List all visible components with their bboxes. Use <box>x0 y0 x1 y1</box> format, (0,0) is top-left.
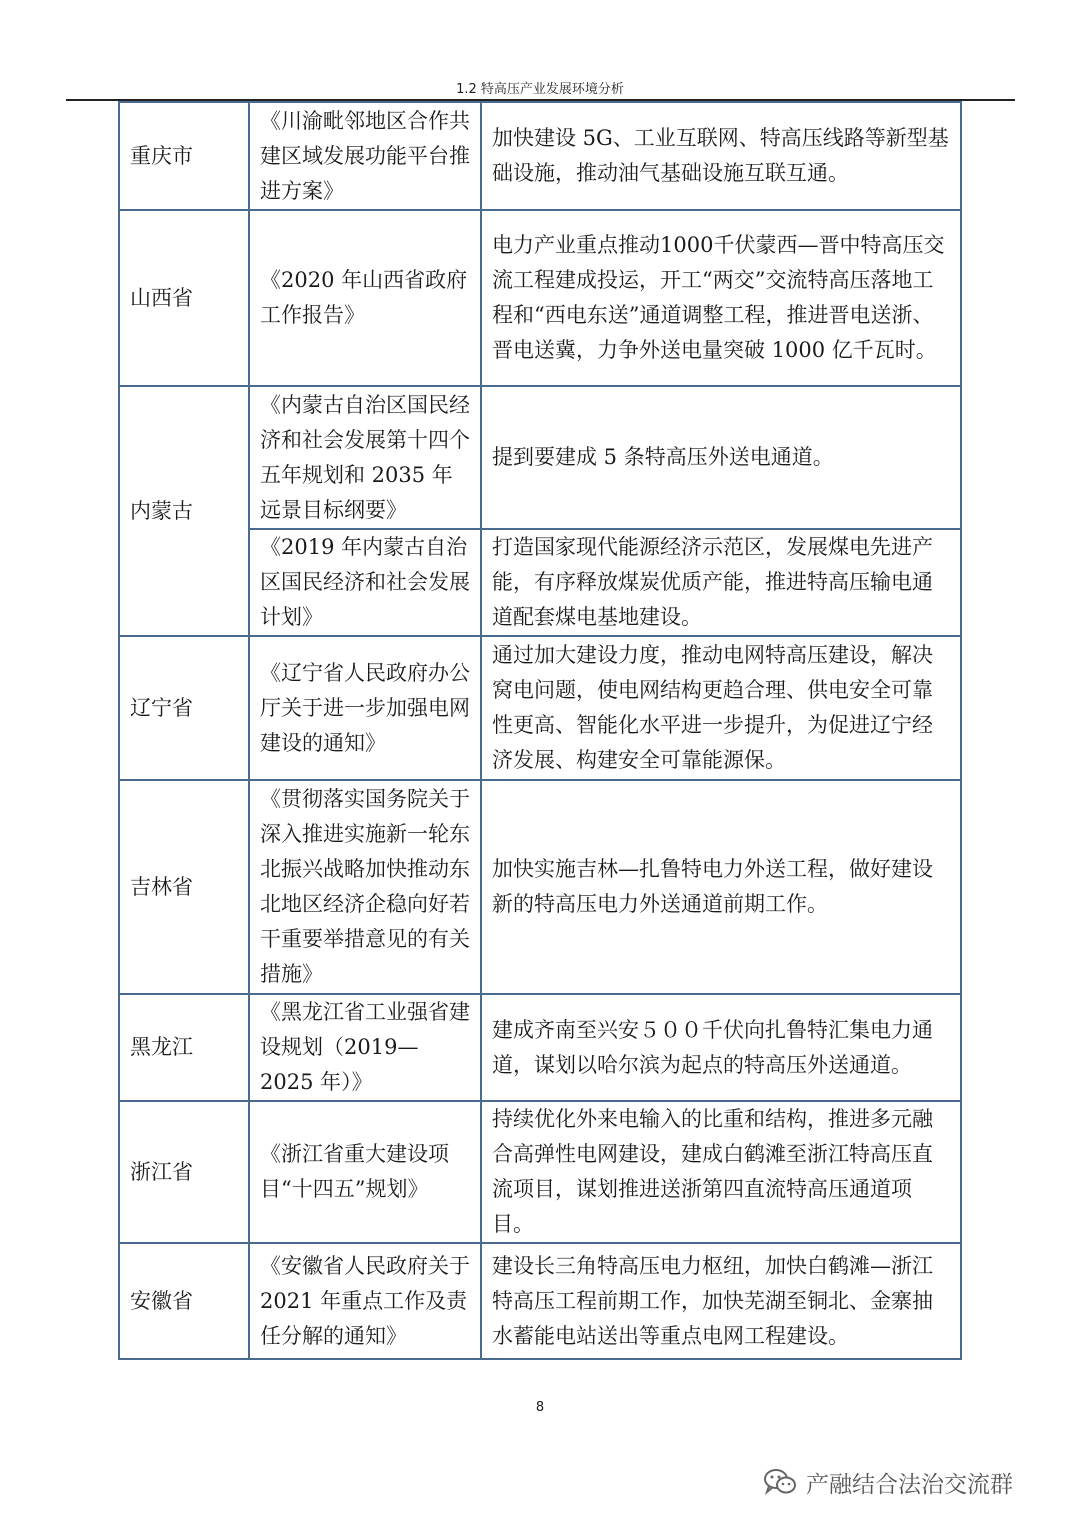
document-cell: 《安徽省人民政府关于 2021 年重点工作及责任分解的通知》 <box>249 1243 481 1359</box>
document-cell: 《浙江省重大建设项目“十四五”规划》 <box>249 1101 481 1243</box>
document-cell: 《黑龙江省工业强省建设规划（2019—2025 年）》 <box>249 994 481 1101</box>
content-cell: 建成齐南至兴安５００千伏向扎鲁特汇集电力通道，谋划以哈尔滨为起点的特高压外送通道。 <box>481 994 961 1101</box>
content-cell: 提到要建成 5 条特高压外送电通道。 <box>481 386 961 529</box>
region-cell: 安徽省 <box>119 1243 249 1359</box>
document-cell: 《2019 年内蒙古自治区国民经济和社会发展计划》 <box>249 529 481 636</box>
table-row <box>119 1243 961 1359</box>
table-row <box>119 780 961 994</box>
content-cell: 加快建设 5G、工业互联网、特高压线路等新型基础设施，推动油气基础设施互联互通。 <box>481 102 961 210</box>
page-number: 8 <box>535 1400 545 1415</box>
table-row <box>119 386 961 529</box>
document-cell: 《辽宁省人民政府办公厅关于进一步加强电网建设的通知》 <box>249 636 481 780</box>
watermark-text: 产融结合法治交流群 <box>806 1471 1013 1498</box>
document-cell: 《内蒙古自治区国民经济和社会发展第十四个五年规划和 2035 年远景目标纲要》 <box>249 386 481 529</box>
content-cell: 电力产业重点推动1000千伏蒙西—晋中特高压交流工程建成投运，开工“两交”交流特高压落地工程和“西电东送”通道调整工程，推进晋电送浙、晋电送冀，力争外送电量突破 1000 亿千瓦时。 <box>481 210 961 386</box>
watermark <box>762 1462 1013 1502</box>
table-row <box>119 210 961 386</box>
table-row <box>119 102 961 210</box>
content-cell: 加快实施吉林—扎鲁特电力外送工程，做好建设新的特高压电力外送通道前期工作。 <box>481 780 961 994</box>
content-cell: 建设长三角特高压电力枢纽，加快白鹤滩—浙江特高压工程前期工作，加快芜湖至铜北、金寨抽水蓄能电站送出等重点电网工程建设。 <box>481 1243 961 1359</box>
content-cell: 通过加大建设力度，推动电网特高压建设，解决窝电问题，使电网结构更趋合理、供电安全可靠性更高、智能化水平进一步提升，为促进辽宁经济发展、构建安全可靠能源保。 <box>481 636 961 780</box>
region-cell: 吉林省 <box>119 780 249 994</box>
table-row <box>119 1101 961 1243</box>
region-cell: 浙江省 <box>119 1101 249 1243</box>
document-cell: 《川渝毗邻地区合作共建区域发展功能平台推进方案》 <box>249 102 481 210</box>
content-cell: 持续优化外来电输入的比重和结构，推进多元融合高弹性电网建设，建成白鹤滩至浙江特高压直流项目，谋划推进送浙第四直流特高压通道项目。 <box>481 1101 961 1243</box>
policy-table <box>118 101 962 1360</box>
table-row <box>119 994 961 1101</box>
content-cell: 打造国家现代能源经济示范区，发展煤电先进产能，有序释放煤炭优质产能，推进特高压输电通道配套煤电基地建设。 <box>481 529 961 636</box>
wechat-icon <box>762 1467 798 1497</box>
document-cell: 《贯彻落实国务院关于深入推进实施新一轮东北振兴战略加快推动东北地区经济企稳向好若干重要举措意见的有关措施》 <box>249 780 481 994</box>
region-cell: 山西省 <box>119 210 249 386</box>
page-header-title: 1.2 特高压产业发展环境分析 <box>456 82 624 97</box>
document-cell: 《2020 年山西省政府工作报告》 <box>249 210 481 386</box>
region-cell: 辽宁省 <box>119 636 249 780</box>
table-row <box>119 636 961 780</box>
region-cell: 重庆市 <box>119 102 249 210</box>
region-cell: 黑龙江 <box>119 994 249 1101</box>
region-cell: 内蒙古 <box>119 386 249 636</box>
